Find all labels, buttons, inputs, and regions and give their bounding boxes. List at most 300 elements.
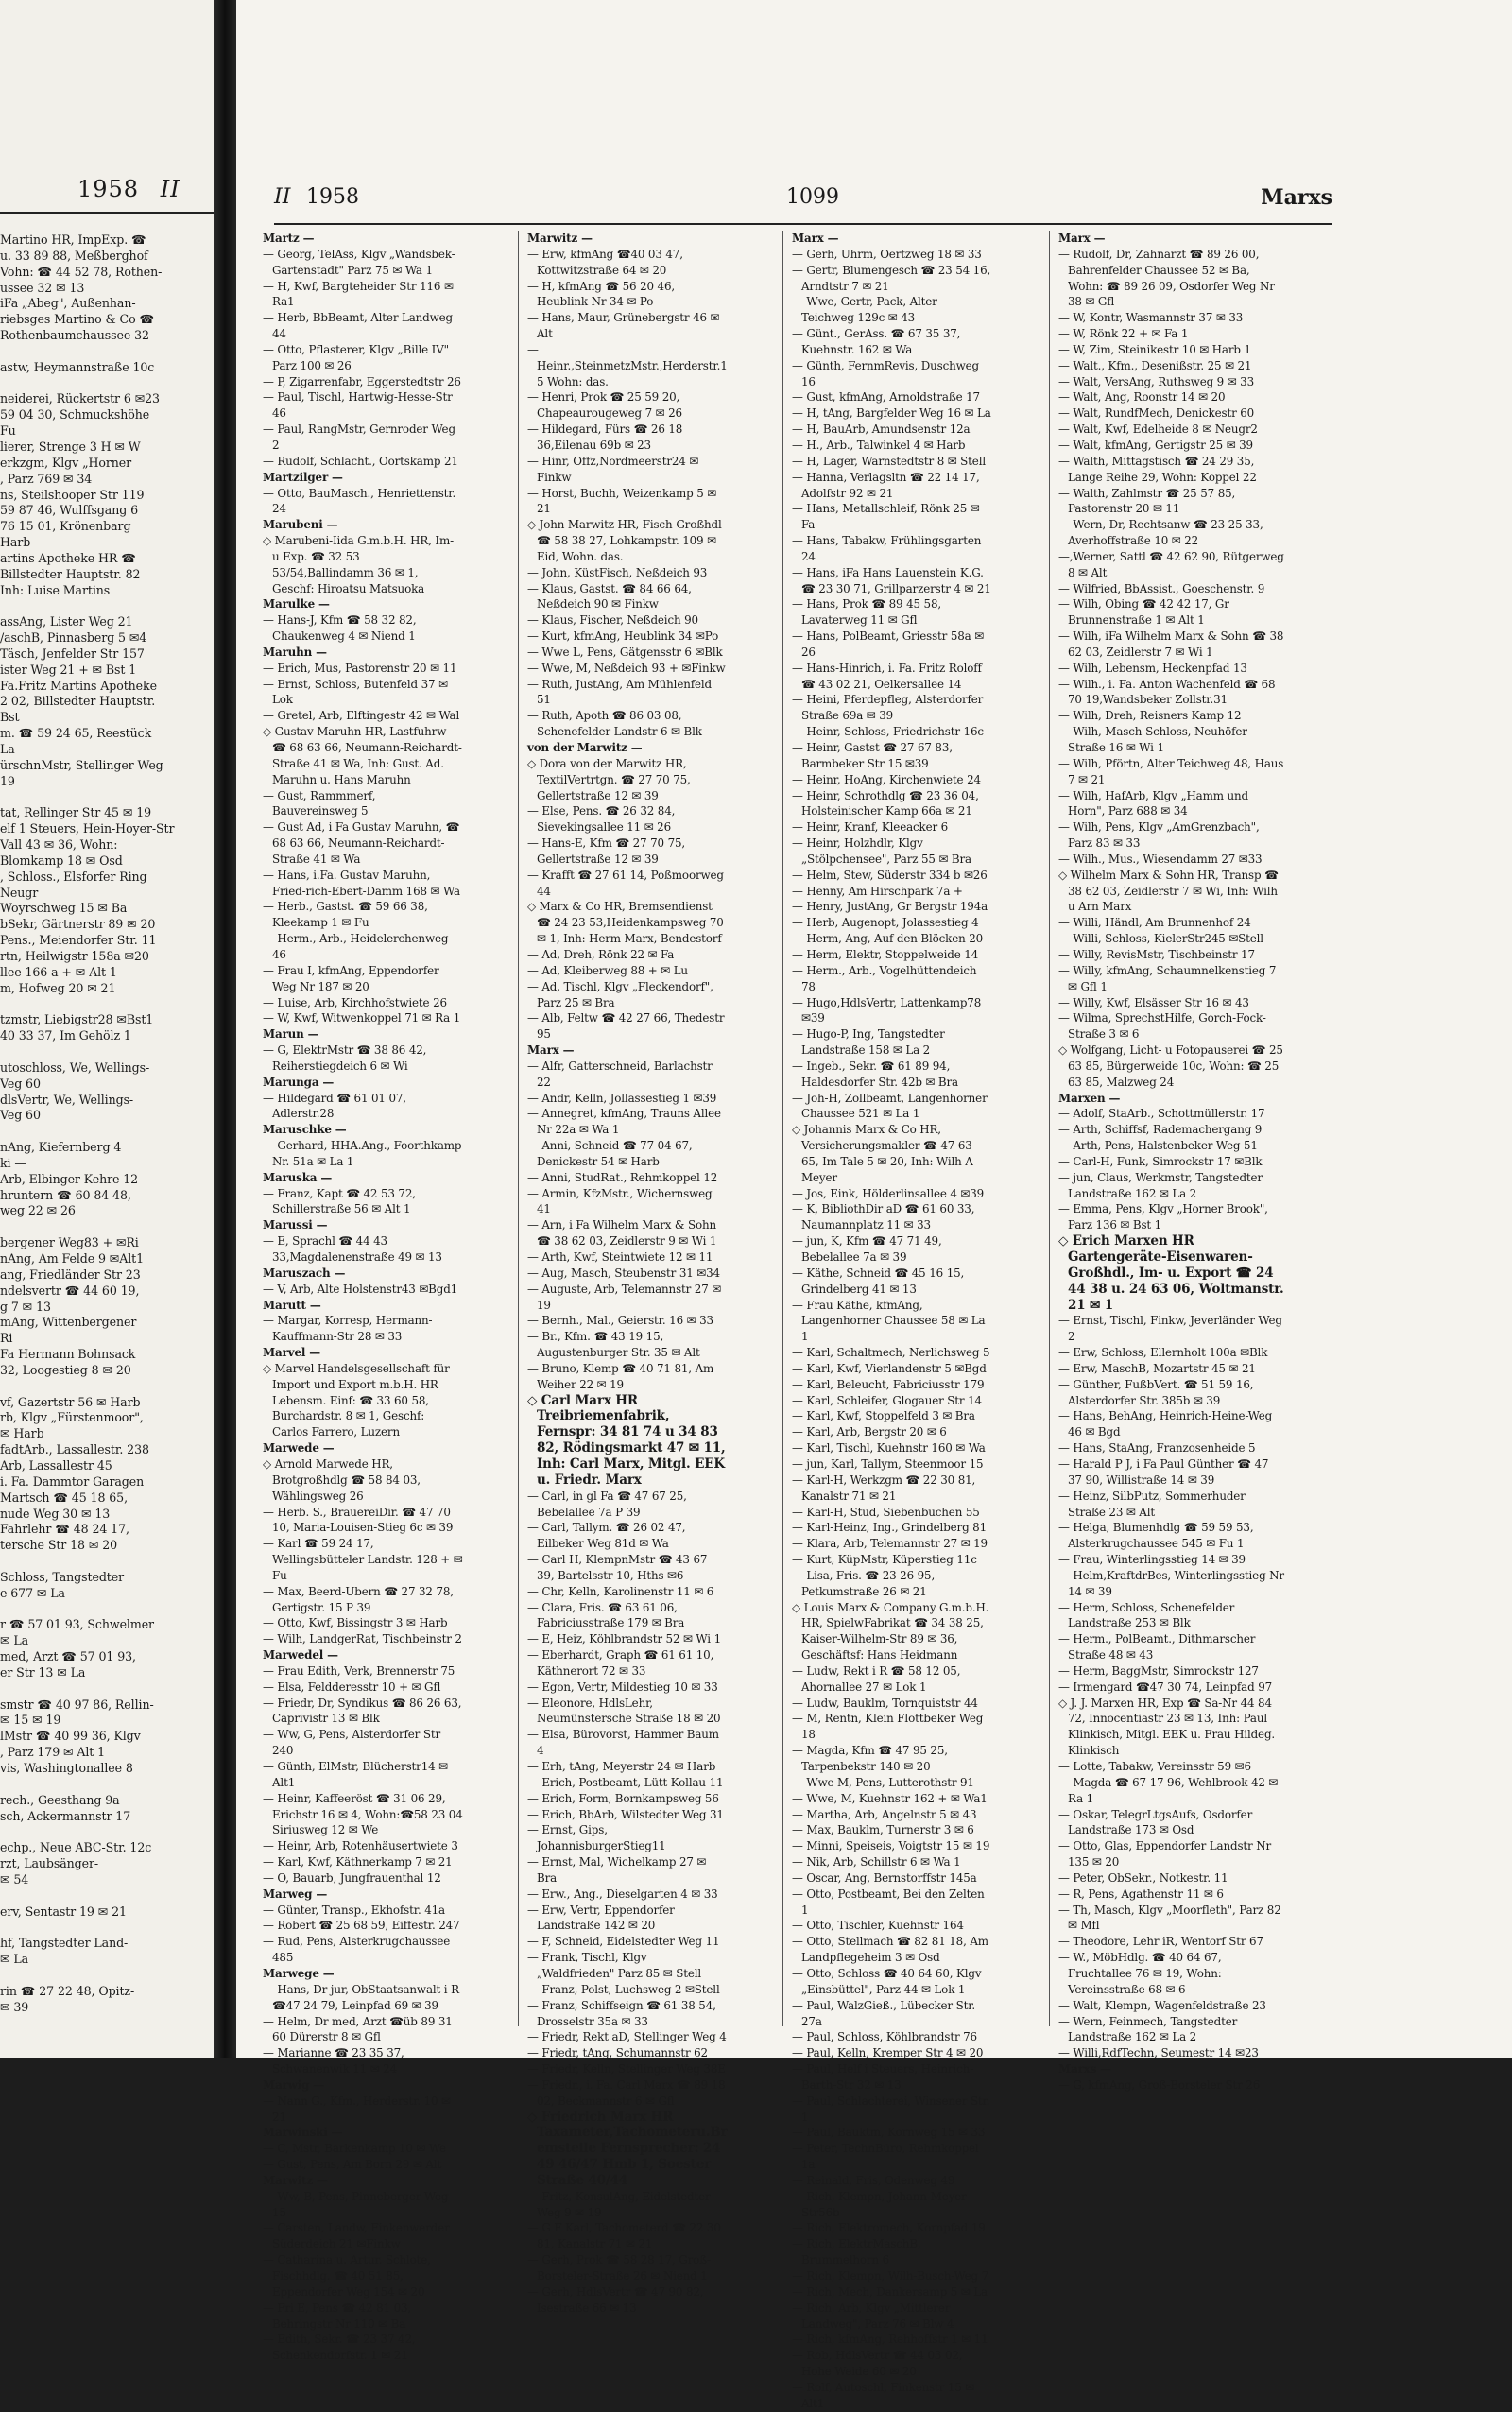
directory-entry: Marx —	[1058, 232, 1106, 245]
left-page-line: Ri	[0, 1331, 13, 1346]
directory-entry: — Arth, Pens, Halstenbeker Weg 51	[1058, 1139, 1258, 1153]
left-header-volume: II	[160, 176, 180, 202]
directory-entry: — Gerh, HdlsVertr ☎ 47 90 82, Isestraße 66 ✉ 13	[527, 2284, 704, 2315]
left-page-line	[0, 997, 214, 1013]
directory-entry: — Alfr, Gatterschneid, Barlachstr 22	[527, 1059, 713, 1089]
left-page-line: erkzgm, Klgv „Horner	[0, 455, 132, 470]
left-page	[0, 0, 214, 2058]
directory-entry: — Karl-H, Stud, Siebenbuchen 55	[792, 1505, 980, 1519]
directory-entry: — Carl, in gl Fa ☎ 47 67 25, Bebelallee 7a P 39	[527, 1489, 687, 1519]
directory-column-2	[527, 231, 728, 2317]
directory-entry: — Peter, TechnBüro, Rehmkoppel 1a	[792, 2142, 979, 2172]
directory-entry: — Erich, Mus, Pastorenstr 20 ✉ 11	[263, 661, 457, 675]
directory-entry: von der Marwitz —	[527, 741, 643, 754]
directory-entry: — Karl, Tischl, Kuehnstr 160 ✉ Wa	[792, 1441, 986, 1456]
directory-entry: ◇ Dora von der Marwitz HR, TextilVertrtgn. ☎ 27 70 75, Gellertstraße 12 ✉ 39	[527, 756, 691, 802]
directory-entry: — H, BauArb, Amundsenstr 12a	[792, 422, 971, 437]
directory-entry: — Ruth, Apoth ☎ 86 03 08, Schenefelder Landstr 6 ✉ Blk	[527, 709, 702, 739]
directory-entry: — jun, Karl, Tallym, Steenmoor 15	[792, 1456, 984, 1471]
directory-entry: — Wwe, Gertr, Pack, Alter Teichweg 129c ✉ 43	[792, 295, 937, 325]
directory-entry: Martzilger —	[263, 470, 343, 484]
directory-entry: Marweg —	[263, 1887, 328, 1901]
directory-entry: — P, Zigarrenfabr, Eggerstedtstr 26	[263, 374, 461, 388]
right-header-volume: II	[274, 185, 291, 209]
directory-entry: — Ludw, Rekt i R ☎ 58 12 05, Ahornallee 27 ✉ Lok 1	[792, 1663, 961, 1694]
directory-entry: — Herm, Elektr, Stoppelweide 14	[792, 947, 979, 961]
directory-entry: — Rich, Klempn, Wilh-Busch-Weg 7	[792, 2269, 989, 2283]
directory-entry: — Klara, Arb, Telemannstr 27 ✉ 19	[792, 1537, 988, 1551]
directory-entry: — Friedr, Kelln, Stellinger Weg 38E	[527, 2062, 726, 2076]
directory-entry: — Walt, Kwf, Edelheide 8 ✉ Neugr2	[1058, 422, 1258, 437]
directory-entry: ◇ Arnold Marwede HR, Brotgroßhdlg ☎ 58 84 03, Wählingsweg 26	[263, 1456, 421, 1503]
directory-entry: — Arth, Kwf, Steintwiete 12 ✉ 11	[527, 1250, 713, 1264]
left-page-line	[0, 1824, 214, 1840]
directory-entry: — Reinald, Fris, Odenweg 49	[792, 2173, 955, 2187]
directory-entry: — W, Rönk 22 + ✉ Fa 1	[1058, 327, 1189, 341]
left-page-line: ns, Steilshooper Str 119	[0, 487, 145, 502]
left-page-line: astw, Heymannstraße 10c	[0, 359, 155, 374]
directory-entry: — Magda ☎ 67 17 96, Wehlbrook 42 ✉ Ra 1	[1058, 1775, 1279, 1805]
directory-entry: — Wwe L, Pens, Gätgensstr 6 ✉Blk	[527, 645, 723, 659]
directory-entry: — Hildegard ☎ 61 01 07, Adlerstr.28	[263, 1091, 406, 1121]
left-page-line: , Parz 179 ✉ Alt 1	[0, 1745, 106, 1760]
directory-entry: Marun —	[263, 1027, 319, 1042]
left-page-line	[0, 1888, 214, 1904]
left-page-line: 59 04 30, Schmuckshöhe	[0, 407, 150, 422]
left-page-line: vis, Washingtonallee 8	[0, 1761, 133, 1775]
left-page-line: ang, Friedländer Str 23	[0, 1266, 141, 1282]
directory-entry: — Otto, Postbeamt, Bei den Zelten 1	[792, 1887, 985, 1917]
directory-entry: — Ludw, Bauklm, Tornquiststr 44	[792, 1696, 978, 1710]
left-page-line: r ☎ 57 01 93, Schwelmer	[0, 1617, 154, 1632]
directory-entry: — Ernst, Gips, JohannisburgerStieg11	[527, 1823, 666, 1853]
left-page-line: Martsch ☎ 45 18 65,	[0, 1490, 128, 1505]
directory-entry: — Herm., PolBeamt., Dithmarscher Straße 48 ✉ 43	[1058, 1632, 1256, 1663]
directory-entry: — Aug, Masch, Steubenstr 31 ✉34	[527, 1266, 720, 1280]
left-page-line: ister Weg 21 + ✉ Bst 1	[0, 662, 137, 677]
left-page-line: hruntern ☎ 60 84 48,	[0, 1187, 131, 1202]
left-page-line: tat, Rellinger Str 45 ✉ 19	[0, 805, 152, 820]
directory-entry: — H., Arb., Talwinkel 4 ✉ Harb	[792, 438, 966, 452]
directory-entry: — Wern, Dr, Rechtsanw ☎ 23 25 33, Averhoffstraße 10 ✉ 22	[1058, 518, 1263, 548]
directory-entry: — Karl, Kwf, Stoppelfeld 3 ✉ Bra	[792, 1409, 975, 1423]
directory-entry: — Wilh., i. Fa. Anton Wachenfeld ☎ 68 70 19,Wandsbeker Zollstr.31	[1058, 677, 1276, 707]
directory-entry: — Willi, Händl, Am Brunnenhof 24	[1058, 916, 1251, 930]
directory-entry: — Otto, Stellmach ☎ 82 81 18, Am Landpflegeheim 3 ✉ Osd	[792, 1935, 988, 1965]
directory-entry: — Rich, Elektromech, Kornpfad 19	[792, 2221, 986, 2235]
directory-entry: — Jos, Eink, Hölderlinsallee 4 ✉39	[792, 1186, 985, 1200]
directory-entry: — Erich, Postbeamt, Lütt Kollau 11	[527, 1775, 724, 1789]
directory-entry: ◇ Carl Marx HR Treibriemenfabrik, Fernspr: 34 81 74 u 34 83 82, Rödingsmarkt 47 ✉ 11, Inh: Carl Marx, Mitgl. EEK u. Friedr. Marx	[527, 1392, 726, 1488]
left-page-line: riebsges Martino & Co ☎	[0, 312, 155, 327]
directory-entry: — Erw., Ang., Dieselgarten 4 ✉ 33	[527, 1887, 718, 1901]
directory-entry: — Wilh, Pförtn, Alter Teichweg 48, Haus 7 ✉ 21	[1058, 756, 1284, 786]
directory-entry: — Walt, Klempn, Wagenfeldstraße 23	[1058, 1998, 1266, 2012]
directory-entry: — Rich, kfmAng, Rehhoffstr 1 ✉ 11	[792, 2333, 988, 2347]
directory-entry: — Heinr, Arb, Rotenhäusertwiete 3	[263, 1839, 458, 1853]
directory-entry: — Else, Pens. ☎ 26 32 84, Sievekingsallee 11 ✉ 26	[527, 804, 676, 835]
directory-entry: — Hinr, Offz,Nordmeerstr24 ✉Finkw	[527, 454, 699, 484]
directory-entry: Marussi —	[263, 1218, 328, 1232]
left-page-line: dlsVertr, We, Wellings-	[0, 1092, 134, 1107]
directory-entry: — Hans, Tabakw, Frühlingsgarten 24	[792, 534, 982, 563]
left-page-line: nAng, Am Felde 9 ✉Alt1	[0, 1251, 145, 1266]
directory-entry: — Karl, Schaltmech, Nerlichsweg 5	[792, 1346, 990, 1360]
directory-entry: — Herb, BbBeamt, Alter Landweg 44	[263, 311, 454, 341]
left-page-line: rin ☎ 27 22 48, Opitz-	[0, 1983, 135, 1998]
directory-entry: — jun, K, Kfm ☎ 47 71 49, Bebelallee 7a ✉ 39	[792, 1234, 942, 1264]
left-page-line: Bst	[0, 710, 20, 725]
directory-entry: Marwinski —	[263, 2126, 343, 2140]
directory-entry: Marx —	[792, 232, 839, 245]
directory-entry: — Friedr., i. Fa. Carl Marx ☎ 89 18 02, Beckmannstr 6 ✉ Gfl	[527, 2077, 726, 2108]
directory-entry: — Adolf, StaArb., Schottmüllerstr. 17	[1058, 1107, 1265, 1121]
directory-entry: — Klaus, Fischer, Neßdeich 90	[527, 613, 698, 628]
left-page-line	[0, 344, 214, 360]
left-page-line: 2 02, Billstedter Hauptstr.	[0, 694, 156, 709]
directory-entry: ◇ John Marwitz HR, Fisch-Großhdl ☎ 58 38 27, Lohkampstr. 109 ✉ Eid, Wohn. das.	[527, 518, 722, 563]
directory-entry: — Br., Kfm. ☎ 43 19 15, Augustenburger Str. 35 ✉ Alt	[527, 1330, 700, 1360]
directory-entry: — Wwe, M, Neßdeich 93 + ✉Finkw	[527, 661, 726, 675]
left-page-line: ✉ 39	[0, 1999, 29, 2014]
directory-entry: — Helm, Dr med, Arzt ☎üb 89 31 60 Dürerstr 8 ✉ Gfl	[263, 2014, 453, 2044]
directory-entry: — Rudolf, Schlacht., Oortskamp 21	[263, 454, 458, 468]
directory-entry: Marwitz —	[263, 2173, 328, 2187]
directory-entry: — Wilh, LandgerRat, Tischbeinstr 2	[263, 1632, 462, 1646]
directory-entry: — Rudolf, Dr, Zahnarzt ☎ 89 26 00, Bahrenfelder Chaussee 52 ✉ Ba, Wohn: ☎ 89 26 09, Osdorfer Weg Nr 38 ✉ Gfl	[1058, 247, 1275, 309]
left-page-line: echp., Neue ABC-Str. 12c	[0, 1840, 152, 1855]
directory-entry: Maruska —	[263, 1170, 333, 1184]
directory-entry: — Anni, StudRat., Rehmkoppel 12	[527, 1170, 718, 1184]
directory-entry: — Kurt, KüpMstr, Küperstieg 11c	[792, 1553, 977, 1567]
directory-entry: — O, Bauarb, Jungfrauenthal 12	[263, 1870, 441, 1885]
directory-entry: — Günt., GerAss. ☎ 67 35 37, Kuehnstr. 162 ✉ Wa	[792, 327, 961, 356]
directory-entry: — Willi, Schloss, KielerStr245 ✉Stell	[1058, 932, 1263, 946]
left-page-header	[77, 176, 180, 202]
left-page-line: Inh: Luise Martins	[0, 582, 111, 597]
left-page-line: e 677 ✉ La	[0, 1585, 65, 1600]
directory-entry: — Rolf, Autoschl, Finkenstr 15 ✉Alt1	[792, 2380, 975, 2410]
directory-entry: ◇ Erich Marxen HR Gartengeräte-Eisenwaren-Großhdl., Im- u. Export ☎ 24 44 38 u. 24 63 06, Woltmanstr. 21 ✉ 1	[1058, 1233, 1284, 1313]
directory-entry: — Wilh, Obing ☎ 42 42 17, Gr Brunnenstraße 1 ✉ Alt 1	[1058, 597, 1229, 628]
directory-entry: — Robert ☎ 25 68 59, Eiffestr. 247	[263, 1919, 460, 1933]
directory-entry: — Gerh, Prok ☎ 58 28 17, Groß-Borsteler-Straße 26 ✉ Niend 1	[527, 2253, 711, 2283]
directory-entry: — Willy, RevisMstr, Tischbeinstr 17	[1058, 947, 1255, 961]
directory-entry: — Herb, Augenopt, Jolassestieg 4	[792, 916, 979, 930]
directory-entry: — Hans, Prok ☎ 89 45 58, Lavaterweg 11 ✉ Gfl	[792, 597, 941, 628]
directory-entry: — Heinr, Holzhdlr, Klgv „Stölpchensee", Parz 55 ✉ Bra	[792, 836, 971, 866]
directory-entry: — Hans, Dr jur, ObStaatsanwalt i R ☎47 24 79, Leinpfad 69 ✉ 39	[263, 1982, 459, 2012]
left-header-year: 1958	[77, 176, 140, 202]
column-divider	[782, 231, 783, 2026]
directory-entry: — Frau Edith, Verk, Brennerstr 75	[263, 1663, 455, 1678]
directory-entry: — Gust Ad, i Fa Gustav Maruhn, ☎ 68 63 66, Neumann-Reichardt-Straße 41 ✉ Wa	[263, 820, 460, 866]
directory-entry: — Ad, Tischl, Klgv „Fleckendorf", Parz 25 ✉ Bra	[527, 979, 713, 1009]
directory-entry: — Erw, Vertr, Eppendorfer Landstraße 142 ✉ 20	[527, 1903, 675, 1933]
directory-entry: — Heinr, Gastst ☎ 27 67 83, Barmbeker Str 15 ✉39	[792, 741, 953, 770]
left-page-line: Pens., Meiendorfer Str. 11	[0, 933, 157, 948]
directory-entry: — K, BibliothDir aD ☎ 61 60 33, Naumannplatz 11 ✉ 33	[792, 1202, 975, 1232]
directory-entry: — H, Kwf, Bargteheider Str 116 ✉Ra1	[263, 279, 454, 309]
directory-entry: — Otto, Schloss ☎ 40 64 60, Klgv „Einsbüttel", Parz 44 ✉ Lok 1	[792, 1966, 982, 1996]
directory-entry: — Andr, Kelln, Jollassestieg 1 ✉39	[527, 1091, 717, 1105]
directory-entry: — Herm., Arb., Heidelerchenweg 46	[263, 932, 449, 961]
directory-entry: Marxen —	[1058, 1091, 1121, 1105]
left-page-line: ki —	[0, 1155, 26, 1170]
directory-entry: ◇ Friedrich Marx HR Taxameter,Tachometeru.Bremsteile Fernsprecher: 24 49 46/47 Hmb 1, Soester Straße 40/44	[527, 2109, 728, 2188]
directory-entry: — Günth, FernmRevis, Duschweg 16	[792, 358, 979, 388]
running-head: Marxs	[1261, 185, 1332, 210]
directory-entry: — Carl H, KlempnMstr ☎ 43 67 39, Bartelsstr 10, Hths ✉6	[527, 1553, 708, 1582]
left-page-line: Vall 43 ✉ 36, Wohn:	[0, 837, 118, 853]
directory-entry: — Hans, iFa Hans Lauenstein K.G. ☎ 23 30 71, Grillparzerstr 4 ✉ 21	[792, 565, 991, 595]
left-page-line: Veg 60	[0, 1076, 41, 1091]
directory-entry: — Magda, Kfm ☎ 47 95 25, Tarpenbekstr 140 ✉ 20	[792, 1744, 948, 1773]
left-page-line: ✉ La	[0, 1952, 29, 1967]
directory-entry: — Edith, Sekr. ☎ 23 37 42, Schenkendorfstr. 1 ✉ 21	[263, 2333, 416, 2363]
left-page-line: Fa Hermann Bohnsack	[0, 1347, 136, 1362]
directory-entry: — Nik, Arb, Schillstr 6 ✉ Wa 1	[792, 1855, 961, 1869]
directory-entry: — Wilh, iFa Wilhelm Marx & Sohn ☎ 38 62 03, Zeidlerstr 7 ✉ Wi 1	[1058, 629, 1284, 659]
directory-entry: Marwege —	[263, 1966, 335, 1980]
directory-entry: — Heinr, HoAng, Kirchenwiete 24	[792, 772, 981, 786]
directory-entry: — W, Zim, Steinikestr 10 ✉ Harb 1	[1058, 342, 1251, 356]
left-page-line: artins Apotheke HR ☎	[0, 550, 136, 565]
directory-entry: — Erw, kfmAng ☎40 03 47, Kottwitzstraße 64 ✉ 20	[527, 247, 683, 277]
directory-entry: — Max, Bauklm, Turnerstr 3 ✉ 6	[792, 1823, 974, 1837]
directory-entry: — Heinr, Kaffeeröst ☎ 31 06 29, Erichstr 16 ✉ 4, Wohn:☎58 23 04 Siriusweg 12 ✉ We	[263, 1791, 463, 1837]
directory-entry: — Auguste, Arb, Telemannstr 27 ✉19	[527, 1282, 722, 1312]
directory-entry: ◇ Marubeni-Iida G.m.b.H. HR, Im- u Exp. ☎ 32 53 53/54,Ballindamm 36 ✉ 1, Geschf: Hiroatsu Matsuoka	[263, 534, 454, 595]
directory-entry: — G, kfmAng, Groß-Borsteler Str 26	[1058, 2077, 1261, 2092]
directory-entry: — Ww, G, Pens, Alsterdorfer Str 240	[263, 1728, 440, 1758]
directory-entry: — Erw, Schloss, Ellernholt 100a ✉Blk	[1058, 1346, 1268, 1360]
left-page-line: rech., Geesthang 9a	[0, 1792, 120, 1807]
directory-entry: Marvel —	[263, 1346, 320, 1360]
left-page-line: Fahrlehr ☎ 48 24 17,	[0, 1522, 129, 1537]
directory-entry: — Willy, kfmAng, Schaumnelkenstieg 7 ✉ Gfl 1	[1058, 963, 1277, 993]
left-page-line: u. 33 89 88, Meßberghof	[0, 248, 148, 263]
directory-entry: — Max, Beerd-Ubern ☎ 27 32 78, Gertigstr. 15 P 39	[263, 1584, 454, 1614]
directory-entry: — Oskar, TelegrLtgsAufs, Osdorfer Landstraße 173 ✉ Osd	[1058, 1807, 1253, 1837]
directory-entry: Marulke —	[263, 597, 330, 612]
directory-entry: — Wilh, HafArb, Klgv „Hamm und Horn", Parz 688 ✉ 34	[1058, 788, 1248, 818]
directory-entry: — Arth, Schiffsf, Rademachergang 9	[1058, 1123, 1263, 1137]
directory-entry: — Helm, Stew, Süderstr 334 b ✉26	[792, 868, 988, 882]
directory-entry: — Harald P J, i Fa Paul Günther ☎ 47 37 90, Willistraße 14 ✉ 39	[1058, 1456, 1269, 1487]
left-page-line: Blomkamp 18 ✉ Osd	[0, 853, 123, 868]
left-page-line: /aschB, Pinnasberg 5 ✉4	[0, 630, 147, 646]
directory-entry: Martz —	[263, 232, 315, 245]
directory-entry: — Hans, i.Fa. Gustav Maruhn, Fried-rich-Ebert-Damm 168 ✉ Wa	[263, 868, 460, 898]
directory-entry: — Rich, Mech, Dankersamp 5 ✉ La	[792, 2284, 988, 2299]
left-page-line: med, Arzt ☎ 57 01 93,	[0, 1649, 136, 1664]
directory-entry: — Ingeb., Sekr. ☎ 61 89 94, Haldesdorfer Str. 42b ✉ Bra	[792, 1059, 958, 1089]
directory-entry: — Wilma, SprechstHilfe, Gorch-Fock-Straße 3 ✉ 6	[1058, 1011, 1266, 1042]
directory-entry: — Carsten, Landw, Finkenwerder Süderdeich 21 ✉Finkw	[263, 2221, 450, 2251]
left-page-line: 40 33 37, Im Gehölz 1	[0, 1028, 131, 1043]
directory-entry: — Willy, Kwf, Elsässer Str 16 ✉ 43	[1058, 995, 1249, 1009]
directory-entry: — Hans, PolBeamt, Griesstr 58a ✉26	[792, 629, 985, 659]
directory-entry: — Wilfried, BbAssist., Goeschenstr. 9	[1058, 581, 1265, 595]
directory-entry: — Franz, Kapt ☎ 42 53 72, Schillerstraße 56 ✉ Alt 1	[263, 1186, 416, 1216]
directory-entry: — F, Schneid, Eidelstedter Weg 11	[527, 1935, 720, 1949]
left-page-line: mAng, Wittenbergener	[0, 1315, 137, 1330]
left-page-line	[0, 790, 214, 806]
left-page-line: ✉ 15 ✉ 19	[0, 1713, 61, 1728]
directory-entry: — Armin, KfzMstr., Wichernsweg 41	[527, 1186, 713, 1216]
directory-entry: — Herm., Arb., Vogelhüttendeich 78	[792, 963, 977, 993]
left-page-line: lMstr ☎ 40 99 36, Klgv	[0, 1729, 141, 1744]
directory-entry: — Hans-Hinrich, i. Fa. Fritz Roloff ☎ 43 02 21, Oelkersallee 14	[792, 661, 982, 691]
left-page-line: rtn, Heilwigstr 158a ✉20	[0, 948, 149, 963]
directory-entry: — Gust, kfmAng, Arnoldstraße 17	[792, 390, 980, 405]
left-page-line: Fu	[0, 423, 16, 439]
directory-entry: — Erw, MaschB, Mozartstr 45 ✉ 21	[1058, 1361, 1256, 1375]
directory-entry: — Walt, Ang, Roonstr 14 ✉ 20	[1058, 390, 1226, 405]
directory-entry: — Franz, Polst, Luchsweg 2 ✉Stell	[527, 1982, 720, 1996]
directory-entry: — Ernst, Tischl, Finkw, Jeverländer Weg 2	[1058, 1314, 1282, 1344]
left-page-line: smstr ☎ 40 97 86, Rellin-	[0, 1697, 154, 1712]
directory-entry: — Günth, ElMstr, Blücherstr14 ✉Alt1	[263, 1760, 448, 1789]
directory-entry: — G F Karl, Tachometerd ☎ 22 30 81, Kanalstr 71 ✉ 21	[527, 2221, 721, 2251]
directory-entry: Marxs —	[1058, 2062, 1111, 2076]
left-page-line: fadtArb., Lassallestr. 238	[0, 1442, 149, 1457]
left-page-line: erv, Sentastr 19 ✉ 21	[0, 1904, 127, 1919]
directory-entry: — Arn, i Fa Wilhelm Marx & Sohn ☎ 38 62 03, Zeidlerstr 9 ✉ Wi 1	[527, 1218, 717, 1249]
left-page-line: iFa „Abeg", Außenhan-	[0, 296, 136, 311]
directory-entry: — Lotte, Tabakw, Vereinsstr 59 ✉6	[1058, 1760, 1251, 1773]
directory-entry: — Ernst, Mal, Wichelkamp 27 ✉ Bra	[527, 1855, 707, 1885]
directory-entry: Maruschke —	[263, 1123, 347, 1137]
directory-entry: — Frank, Tischl, Klgv „Waldfrieden" Parz 85 ✉ Stell	[527, 1951, 702, 1980]
left-page-line: Rothenbaumchaussee 32	[0, 328, 149, 343]
directory-entry: — Gerh, Uhrm, Oertzweg 18 ✉ 33	[792, 247, 982, 261]
directory-entry: — Ad, Kleiberweg 88 + ✉ Lu	[527, 963, 688, 977]
directory-entry: — Frau I, kfmAng, Eppendorfer Weg Nr 187 ✉ 20	[263, 963, 439, 993]
left-page-line	[0, 1124, 214, 1140]
directory-entry: — Paul, Kelln, Kremper Str 4 ✉ 20	[792, 2046, 984, 2060]
right-page-header	[274, 185, 1332, 214]
left-page-line: Woyrschweg 15 ✉ Ba	[0, 901, 128, 916]
left-page-line: 19	[0, 773, 15, 788]
directory-entry: Marwig —	[263, 2077, 325, 2092]
left-page-line: Veg 60	[0, 1108, 41, 1123]
directory-entry: — Otto, Tischler, Kuehnstr 164	[792, 1919, 964, 1933]
directory-entry: — Rich, Arb, Klgv „Mittlerer Landweg", Parz 76 ✉ Blw 4	[792, 2300, 954, 2331]
directory-entry: — Martha, Arb, Angelnstr 5 ✉ 43	[792, 1807, 977, 1821]
directory-entry: — Theodore, Lehr iR, Wentorf Str 67	[1058, 1935, 1263, 1949]
directory-entry: — Irmengard ☎47 30 74, Leinpfad 97	[1058, 1680, 1273, 1694]
directory-entry: ◇ Johannis Marx & Co HR, Versicherungsmakler ☎ 47 63 65, Im Tale 5 ✉ 20, Inh: Wilh A Meyer	[792, 1123, 973, 1184]
directory-entry: — Friedr, Dr, Syndikus ☎ 86 26 63, Caprivistr 13 ✉ Blk	[263, 1696, 462, 1726]
directory-entry: — Georg, TelAss, Klgv „Wandsbek-Gartenstadt" Parz 75 ✉ Wa 1	[263, 247, 455, 277]
left-page-line	[0, 1602, 214, 1618]
directory-entry: — Rich, ElektrMaschB, Brummelhorn 6	[792, 2237, 921, 2267]
directory-entry: — Paul, RangMstr, Gernroder Weg 2	[263, 422, 455, 452]
directory-entry: — Karl, Schleifer, Glogauer Str 14	[792, 1393, 982, 1407]
left-page-line: 32, Loogestieg 8 ✉ 20	[0, 1362, 131, 1377]
directory-entry: — Wilh, Lebensm, Heckenpfad 13	[1058, 661, 1247, 675]
directory-entry: — Heinr, Kranf, Kleeacker 6	[792, 820, 949, 835]
left-page-line: m, Hofweg 20 ✉ 21	[0, 980, 116, 995]
directory-entry: — Wwe M, Pens, Lutterothstr 91	[792, 1775, 974, 1789]
directory-entry: — Margar, Korresp, Hermann-Kauffmann-Str 28 ✉ 33	[263, 1314, 433, 1344]
directory-entry: — Elsa, Bürovorst, Hammer Baum 4	[527, 1728, 719, 1758]
left-page-line	[0, 1777, 214, 1793]
directory-entry: — Hans-J, Kfm ☎ 58 32 82, Chaukenweg 4 ✉ Niend 1	[263, 613, 417, 644]
directory-entry: — Chr, Kelln, Karolinenstr 11 ✉ 6	[527, 1584, 714, 1598]
directory-entry: — Ww, B, Pens, Pinneberger Weg 15	[263, 2189, 449, 2219]
directory-entry: — M, Rentn, Klein Flottbeker Weg 18	[792, 1712, 984, 1742]
directory-entry: — Paul, Helf i Steuers, Heinrich-Barth-Str 32 ✉ 13	[792, 2062, 973, 2092]
directory-entry: Marx —	[527, 1043, 575, 1058]
directory-entry: — Paul, WalzGieß., Lübecker Str. 27a	[792, 1998, 976, 2028]
directory-entry: — Alb, Feltw ☎ 42 27 66, Thedestr 95	[527, 1011, 725, 1042]
directory-entry: — Heini, Pferdepfleg, Alsterdorfer Straße 69a ✉ 39	[792, 693, 984, 723]
directory-entry: Marwede —	[263, 1441, 335, 1456]
directory-entry: — Erh, tAng, Meyerstr 24 ✉ Harb	[527, 1760, 716, 1773]
directory-entry: — Wilh, Dreh, Reisners Kamp 12	[1058, 709, 1242, 723]
directory-entry: — Oscar, Ang, Bernstorffstr 145a	[792, 1870, 977, 1885]
directory-entry: — H, kfmAng ☎ 56 20 46, Heublink Nr 34 ✉ Po	[527, 279, 675, 309]
left-page-line	[0, 1681, 214, 1697]
directory-entry: — Heinz, SilbPutz, Sommerhuder Straße 23 ✉ Alt	[1058, 1489, 1246, 1519]
page-number: 1099	[786, 185, 839, 209]
left-page-line: bSekr, Gärtnerstr 89 ✉ 20	[0, 917, 156, 932]
directory-entry: — Rob, HdlsVertr ☎ 44 03 02, Hohe Weide 60 ✉ 20	[792, 2349, 963, 2379]
directory-entry: — Fritz, KonsulAng, Eidelstedter Weg 9 ✉ 19	[527, 2189, 711, 2219]
directory-entry: — Walt, VersAng, Ruthsweg 9 ✉ 33	[1058, 374, 1254, 388]
directory-entry: — Karl-Heinz, Ing., Grindelberg 81	[792, 1521, 987, 1535]
directory-entry: — Paul, Tischl, Hartwig-Hesse-Str 46	[263, 390, 453, 421]
directory-entry: — Rud, Pens, Alsterkrugchaussee 485	[263, 1935, 451, 1965]
directory-entry: — Ruth, JustAng, Am Mühlenfeld 51	[527, 677, 712, 707]
directory-entry: — Gerhard, HHA.Ang., Foorthkamp Nr. 51a ✉ La 1	[263, 1139, 462, 1168]
directory-entry: — Horst, Buchh, Weizenkamp 5 ✉21	[527, 486, 717, 516]
directory-entry: — Wilh, Pens, Klgv „AmGrenzbach", Parz 83 ✉ 33	[1058, 820, 1260, 851]
directory-entry: — Heinr, Schloss, Friedrichstr 16c	[792, 725, 984, 739]
directory-entry: — Hans, Maur, Grünebergstr 46 ✉Alt	[527, 311, 720, 341]
right-header-rule	[274, 223, 1332, 225]
right-header-year: 1958	[306, 185, 359, 209]
directory-entry: — Erich, Form, Bornkampsweg 56	[527, 1791, 719, 1805]
directory-entry: — Hans-E, Kfm ☎ 27 70 75, Gellertstraße 12 ✉ 39	[527, 836, 686, 866]
directory-entry: — Wwe, M, Kuehnstr 162 + ✉ Wa1	[792, 1791, 988, 1805]
directory-entry: ◇ Marvel Handelsgesellschaft für Import und Export m.b.H. HR Lebensm. Einf: ☎ 33 60 58, Burchardstr. 8 ✉ 1, Geschf: Carlos Farrero, Luzern	[263, 1361, 450, 1439]
directory-entry: — Käthe, Schneid ☎ 45 16 15, Grindelberg 41 ✉ 13	[792, 1266, 965, 1296]
directory-entry: — Elsa, Feldderesstr 10 + ✉ Gfl	[263, 1680, 441, 1694]
directory-entry: — Otto, Glas, Eppendorfer Landstr Nr 135 ✉ 20	[1058, 1839, 1271, 1869]
left-page-line: 59 87 46, Wulffsgang 6	[0, 503, 139, 518]
directory-entry: — Günther, FußbVert. ☎ 51 59 16, Alsterdorfer Str. 385b ✉ 39	[1058, 1377, 1254, 1407]
directory-entry: — Ad, Dreh, Rönk 22 ✉ Fa	[527, 947, 675, 961]
directory-entry: Maruszach —	[263, 1266, 346, 1280]
directory-entry: — jun, Claus, Werkmstr, Tangstedter Landstraße 162 ✉ La 2	[1058, 1170, 1263, 1200]
left-page-line: nAng, Kiefernberg 4	[0, 1140, 122, 1155]
left-page-line: Harb	[0, 535, 31, 550]
left-page-line: ✉ Harb	[0, 1426, 44, 1441]
directory-entry: — Gust, Rammmerf, Bauvereinsweg 5	[263, 788, 376, 818]
directory-entry: ◇ Marx & Co HR, Bremsendienst ☎ 24 23 53,Heidenkampsweg 70 ✉ 1, Inh: Herm Marx, Bendestorf	[527, 900, 724, 946]
directory-entry: — Peter, ObSekr., Notkestr. 11	[1058, 1870, 1228, 1885]
directory-entry: — Carl, Tallym. ☎ 26 02 47, Eilbeker Weg 81d ✉ Wa	[527, 1521, 686, 1551]
left-page-line: ürschnMstr, Stellinger Weg	[0, 757, 163, 772]
directory-entry: — Rich, Klempn, Johann-Meyer-Str56b	[792, 2189, 971, 2219]
directory-entry: — Frau, Winterlingsstieg 14 ✉ 39	[1058, 1553, 1246, 1567]
left-page-line: rb, Klgv „Fürstenmoor",	[0, 1410, 144, 1425]
left-page-line	[0, 1968, 214, 1984]
